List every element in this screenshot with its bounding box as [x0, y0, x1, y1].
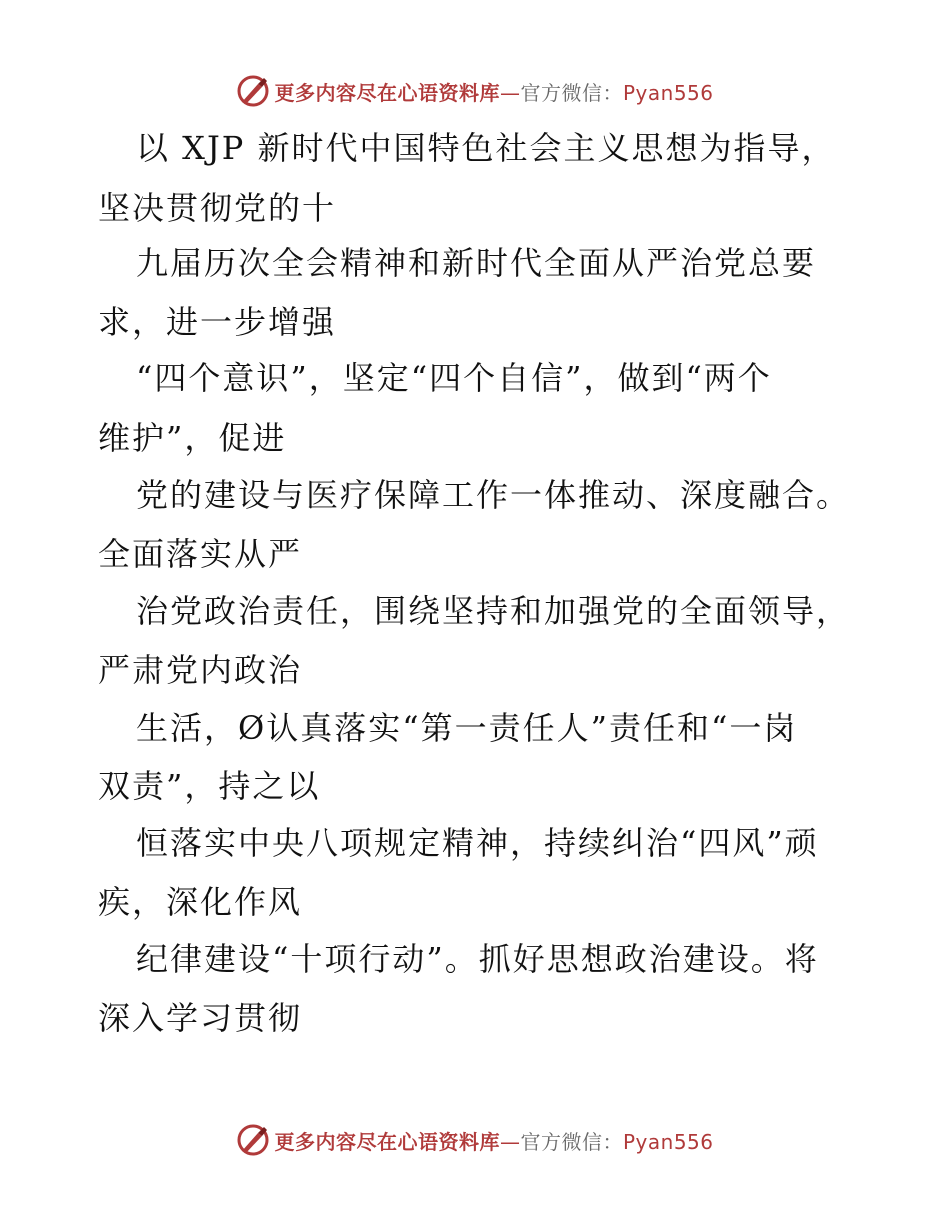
body-line: 维护”，促进 — [98, 419, 287, 457]
body-line: 严肃党内政治 — [98, 651, 303, 689]
pen-logo-icon — [236, 74, 270, 108]
body-line: 恒落实中央八项规定精神，持续纠治“四风”顽 — [136, 824, 819, 862]
body-line: 全面落实从严 — [98, 535, 303, 573]
watermark-text — [274, 1126, 713, 1155]
body-line: 以 XJP 新时代中国特色社会主义思想为指导， — [136, 129, 836, 167]
watermark-wechat-id: Pyan556 — [622, 1129, 714, 1154]
body-line: “四个意识”，坚定“四个自信”，做到“两个 — [136, 359, 772, 397]
watermark-text — [274, 77, 713, 106]
watermark-dash: — — [499, 1129, 521, 1154]
body-line: 坚决贯彻党的十 — [98, 189, 337, 227]
body-line: 双责”，持之以 — [98, 767, 321, 805]
watermark-wechat-label: 官方微信： — [520, 1129, 623, 1154]
body-line: 求，进一步增强 — [98, 303, 337, 341]
body-line: 深入学习贯彻 — [98, 999, 303, 1037]
header-watermark — [0, 71, 950, 111]
watermark-brand: 更多内容尽在心语资料库 — [274, 80, 500, 105]
watermark-brand: 更多内容尽在心语资料库 — [274, 1129, 500, 1154]
pen-logo-icon — [236, 1123, 270, 1157]
body-line: 党的建设与医疗保障工作一体推动、深度融合。 — [136, 476, 851, 514]
body-line: 纪律建设“十项行动”。抓好思想政治建设。将 — [136, 940, 819, 978]
watermark-wechat-id: Pyan556 — [622, 80, 714, 105]
body-line: 治党政治责任，围绕坚持和加强党的全面领导， — [136, 592, 851, 630]
watermark-dash: — — [499, 80, 521, 105]
watermark-wechat-label: 官方微信： — [520, 80, 623, 105]
body-line: 疾，深化作风 — [98, 883, 303, 921]
body-line: 生活，Ø认真落实“第一责任人”责任和“一岗 — [136, 709, 798, 747]
footer-watermark — [0, 1120, 950, 1160]
body-line: 九届历次全会精神和新时代全面从严治党总要 — [136, 244, 817, 282]
